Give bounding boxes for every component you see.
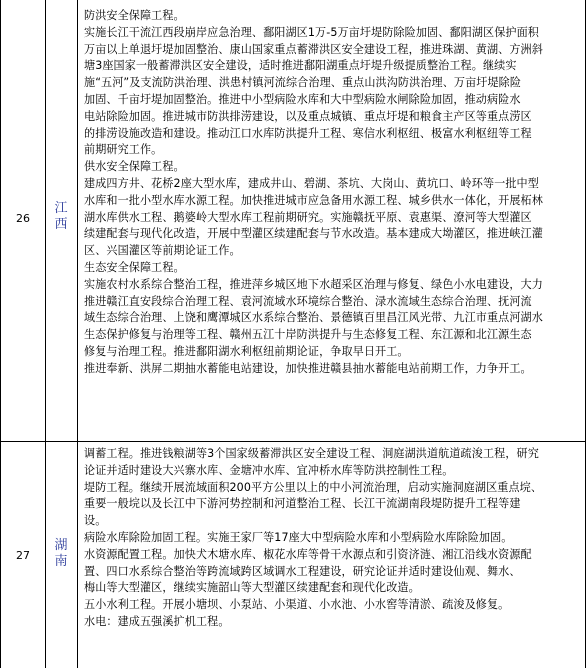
content-line: 生态安全保障工程。 (84, 260, 185, 274)
row-number: 27 (16, 549, 30, 562)
content-line: 水电：建成五强溪扩机工程。 (84, 614, 230, 628)
content-line: 修复与治理工程。推进鄱阳湖水利枢纽前期论证，争取早日开工。 (84, 344, 409, 358)
content-line: 堤防工程。继续开展流域面积200平方公里以上的中小河流治理，启动实施洞庭湖区重点垸、 (84, 480, 543, 494)
content-line: 的排涝设施改造和建设。推动江口水库防洪提升工程、寒信水利枢纽、极富水利枢纽等工程 (84, 126, 532, 140)
content-line: 梅山等大型灌区，继续实施韶山等大型灌区续建配套和现代化改造。 (84, 581, 420, 595)
content-line: 调蓄工程。推进钱粮湖等3个国家级蓄滞洪区安全建设工程、洞庭湖洪道航道疏浚工程，研究 (84, 447, 539, 460)
content-line: 续建配套与现代化改造，开展中型灌区续建配套与节水改造。基本建成大坳灌区，推进峡江灌 (84, 227, 543, 241)
content-line: 水库和一批小型水库水源工程。加快推进城市应急备用水源工程、城乡供水一体化，开展柘林 (84, 193, 543, 207)
content-line: 实施农村水系综合整治工程，推进萍乡城区地下水超采区治理与修复、绿色小水电建设，大力 (84, 277, 543, 291)
row-content (84, 8, 582, 378)
content-line: 推进奉新、洪屏二期抽水蓄能电站建设，加快推进赣县抽水蓄能电站前期工作，力争开工。 (84, 361, 532, 375)
content-line: 前期研究工作。 (84, 143, 163, 157)
content-line: 电站除险加固。推进城市防洪排涝建设，以及重点城镇、重点圩堤和粮食主产区等重点涝区 (84, 109, 532, 123)
content-line: 加固、千亩圩堤加固整治。推进中小型病险水库和大中型病险水闸除险加固，推动病险水 (84, 92, 521, 106)
content-line: 域生态综合治理、上饶和鹰潭城区水系综合整治、景德镇百里昌江风光带、九江市重点河湖水 (84, 311, 543, 325)
content-line: 五小水利工程。开展小塘坝、小泵站、小渠道、小水池、小水窖等清淤、疏浚及修复。 (84, 598, 510, 612)
content-line: 推进赣江直安段综合治理工程、袁河流域水环境综合整治、渌水流域生态综合治理、抚河流 (84, 294, 532, 308)
content-line: 万亩以上单退圩堤加固整治、康山国家重点蓄滞洪区安全建设工程，推进珠湖、黄湖、方洲斜 (84, 42, 543, 56)
content-line: 置、四口水系综合整治等跨流域跨区域调水工程建设，研究论证并适时建设仙观、舞水、 (84, 564, 521, 578)
content-line: 建成四方井、花桥2座大型水库，建成井山、碧湖、茶坑、大岗山、黄坑口、岭环等一批中型 (84, 176, 539, 190)
table-row (1, 0, 586, 442)
content-line: 供水安全保障工程。 (84, 160, 185, 174)
content-line: 塘3座国家一般蓄滞洪区安全建设，适时推进鄱阳湖重点圩堤升级提质整治工程。继续实 (84, 59, 517, 73)
content-line: 重要一般垸以及长江中下游河势控制和河道整治工程、长江干流湖南段堤防提升工程等建 (84, 497, 521, 511)
content-line: 施“五河”及支流防洪治理、洪患村镇河流综合治理、重点山洪沟防洪治理、万亩圩堤除险 (84, 76, 522, 90)
province-name: 江 西 (54, 201, 68, 232)
row-number: 26 (16, 212, 30, 225)
content-line: 论证并适时建设大兴寨水库、金塘冲水库、宜冲桥水库等防洪控制性工程。 (84, 463, 454, 477)
row-content (84, 446, 582, 631)
content-line: 设。 (84, 514, 107, 528)
content-line: 防洪安全保障工程。 (84, 9, 185, 22)
province-name: 湖 南 (54, 538, 68, 569)
content-line: 病险水库除险加固工程。实施王家厂等17座大中型病险水库和小型病险水库除险加固。 (84, 530, 513, 544)
content-line: 生态保护修复与治理等工程、赣州五江十岸防洪提升与生态修复工程、东江源和北江源生态 (84, 328, 532, 342)
content-line: 实施长江干流江西段崩岸应急治理、鄱阳湖区1万-5万亩圩堤防除险加固、鄱阳湖区保护面积 (84, 25, 539, 39)
content-line: 湖水库供水工程、鹅婆岭大型水库工程前期研究。实施赣抚平原、袁惠渠、潦河等大型灌区 (84, 210, 532, 224)
table-row (1, 442, 586, 668)
content-line: 水资源配置工程。加快犬木塘水库、椒花水库等骨干水源点和引资济涟、湘江沿线水资源配 (84, 547, 532, 561)
content-line: 区、兴国灌区等前期论证工作。 (84, 244, 241, 258)
